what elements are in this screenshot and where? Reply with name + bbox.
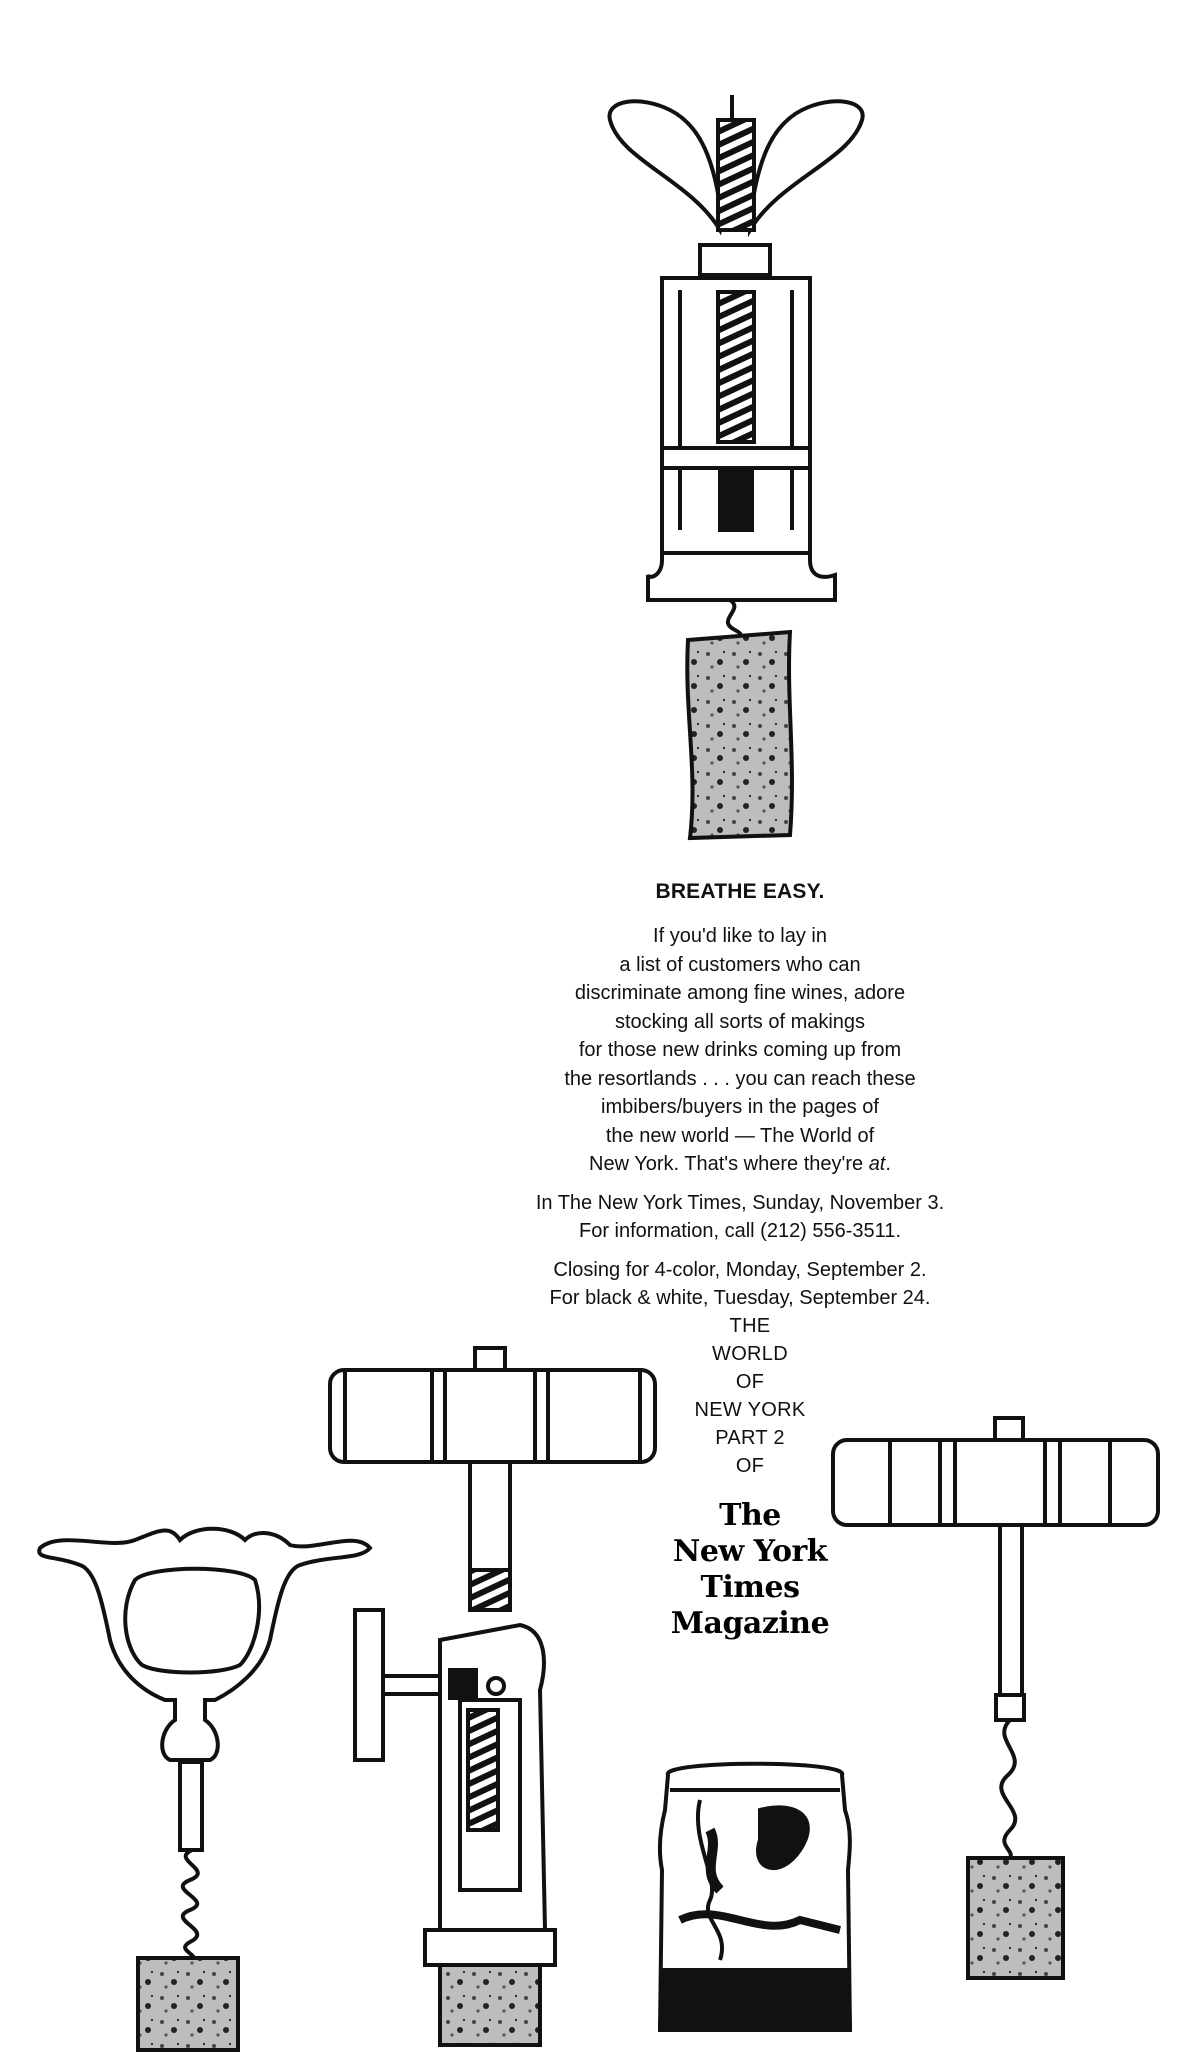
sign-line: THE [729,1315,771,1337]
t-handle-mechanical-corkscrew-illustration [330,1348,655,2045]
closing-dates [440,1256,1040,1313]
publication-date-line: In The New York Times, Sunday, November 3. [535,1191,945,1214]
body-line: the resortlands . . . you can reach these [564,1067,916,1090]
body-line: the new world — The World of [605,1124,875,1147]
body-line-last [440,1150,1040,1179]
logo-line: Magazine [670,1606,830,1641]
open-frame-corkscrew-illustration [39,1529,370,2050]
body-line: stocking all sorts of makings [614,1010,866,1033]
body-line: discriminate among fine wines, adore [574,982,906,1004]
bottle-neck-illustration [660,1764,850,2030]
phone-line: For information, call (212) 556-3511. [578,1220,901,1242]
closing-bw-line: For black & white, Tuesday, September 24. [549,1287,931,1309]
body-last-italic: at [868,1153,886,1175]
sign-line: PART 2 [715,1427,785,1449]
logo-line: Times [700,1570,800,1605]
headline: BREATHE EASY. [655,880,825,903]
winged-corkscrew-illustration [610,95,863,838]
publication-info [440,1189,1040,1246]
body-line: a list of customers who can [619,953,861,976]
ad-copy [440,880,1040,1313]
body-last-prefix: New York. That's where they're [589,1153,869,1175]
closing-4color-line: Closing for 4-color, Monday, September 2. [553,1258,927,1281]
logo-line: The [719,1498,781,1533]
body-last-suffix: . [885,1153,891,1175]
new-york-times-magazine-logo [640,1498,860,1642]
sign-off [640,1312,860,1642]
body-line: imbibers/buyers in the pages of [601,1096,879,1118]
sign-line: WORLD [712,1343,788,1365]
logo-line: New York [672,1534,828,1569]
body-copy [440,922,1040,1179]
body-line: for those new drinks coming up from [578,1039,902,1061]
sign-line: OF [735,1455,765,1477]
t-handle-corkscrew-illustration [833,1418,1158,1978]
body-line: If you'd like to lay in [653,925,827,947]
sign-line: NEW YORK [694,1399,806,1421]
sign-line: OF [735,1371,765,1393]
